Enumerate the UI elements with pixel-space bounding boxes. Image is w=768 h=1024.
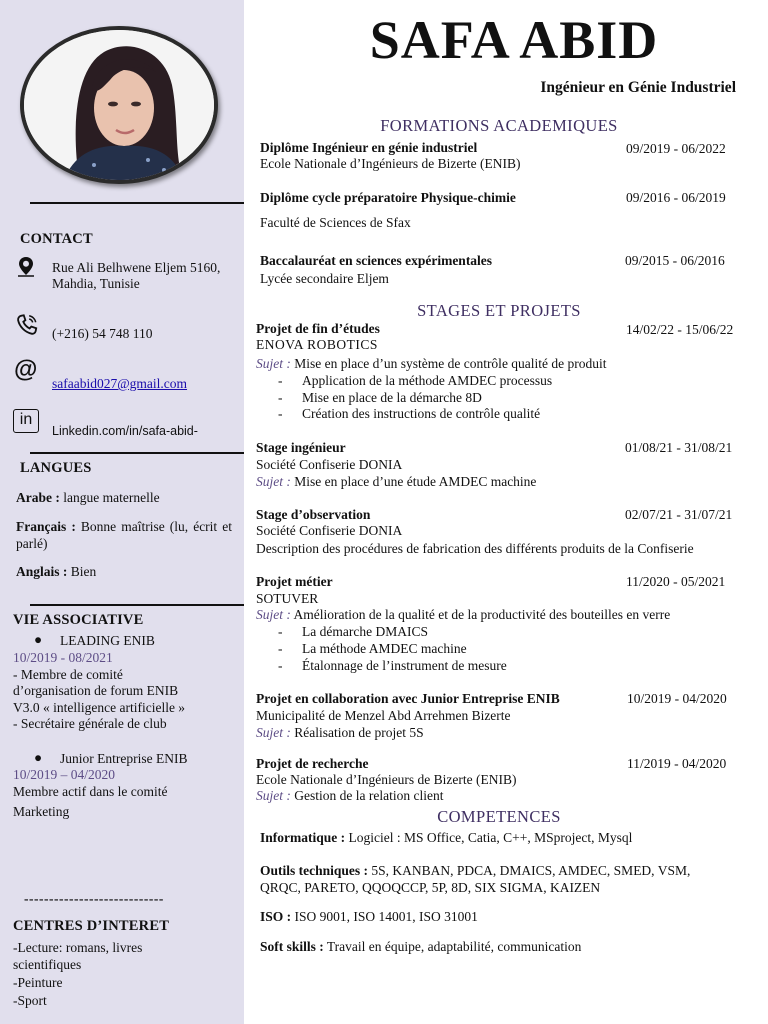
contact-heading: CONTACT (20, 231, 93, 247)
degree-dates: 09/2016 - 06/2019 (626, 190, 726, 205)
project-organization: Ecole Nationale d’Ingénieurs de Bizerte (ENIB) (256, 772, 517, 787)
degree-title: Baccalauréat en sciences expérimentales (260, 253, 493, 268)
skill-informatique: Informatique : Logiciel : MS Office, Catia, C++, MSproject, Mysql (260, 830, 633, 845)
degree-dates: 09/2015 - 06/2016 (625, 253, 725, 268)
address-line-1: Rue Ali Belhwene Eljem 5160, (52, 260, 221, 275)
project-subject: Sujet : Amélioration de la qualité et de la productivité des bouteilles en verre (256, 607, 671, 622)
address-line-2: Mahdia, Tunisie (52, 276, 140, 291)
interest-item: scientifiques (13, 957, 82, 972)
project-dates: 02/07/21 - 31/07/21 (625, 507, 733, 522)
formations-heading: FORMATIONS ACADEMIQUES (380, 116, 618, 135)
project-bullet: La démarche DMAICS (302, 624, 428, 639)
divider (30, 452, 246, 454)
project-subject: Sujet : Gestion de la relation client (256, 788, 444, 803)
language-english: Anglais : Bien (16, 564, 97, 579)
divider (30, 202, 246, 204)
bullet-dot: ● (34, 632, 43, 647)
list-dash: - (278, 390, 283, 405)
skill-iso: ISO : ISO 9001, ISO 14001, ISO 31001 (260, 909, 478, 924)
phone-number: (+216) 54 748 110 (52, 326, 153, 341)
project-organization: Municipalité de Menzel Abd Arrehmen Bizerte (256, 708, 511, 723)
interest-item: -Lecture: romans, livres (13, 940, 143, 955)
project-title: Projet de recherche (256, 756, 369, 771)
main-content (244, 0, 768, 1024)
language-arabic: Arabe : langue maternelle (16, 490, 160, 505)
phone-icon (14, 312, 40, 338)
divider (30, 604, 246, 606)
project-organization: Société Confiserie DONIA (256, 523, 403, 538)
project-title: Projet de fin d’études (256, 321, 380, 336)
project-organization: Société Confiserie DONIA (256, 457, 403, 472)
associative-heading: VIE ASSOCIATIVE (13, 612, 144, 628)
linkedin-url[interactable]: Linkedin.com/in/safa-abid- (52, 424, 198, 438)
project-subject: Sujet : Mise en place d’un système de contrôle qualité de produit (256, 356, 607, 371)
stages-heading: STAGES ET PROJETS (417, 301, 581, 320)
org-dates: 10/2019 - 08/2021 (13, 650, 113, 665)
languages-heading: LANGUES (20, 460, 92, 476)
degree-school: Lycée secondaire Eljem (260, 271, 389, 286)
degree-school: Ecole Nationale d’Ingénieurs de Bizerte (ENIB) (260, 156, 521, 171)
skill-outils: Outils techniques : 5S, KANBAN, PDCA, DMAICS, AMDEC, SMED, VSM, (260, 863, 691, 878)
project-title: Stage ingénieur (256, 440, 346, 455)
org-leading-enib: LEADING ENIB (60, 633, 155, 648)
project-description: Description des procédures de fabrication des différents produits de la Confiserie (256, 541, 694, 556)
competences-heading: COMPETENCES (437, 807, 561, 826)
org-junior-entreprise: Junior Entreprise ENIB (60, 751, 188, 766)
sidebar (0, 0, 244, 1024)
project-bullet: Mise en place de la démarche 8D (302, 390, 482, 405)
org-detail-line: - Membre de comité (13, 667, 123, 682)
job-title: Ingénieur en Génie Industriel (540, 79, 736, 96)
project-bullet: Création des instructions de contrôle qualité (302, 406, 541, 421)
project-bullet: Application de la méthode AMDEC processus (302, 373, 553, 388)
candidate-name: SAFA ABID (369, 10, 659, 70)
list-dash: - (278, 373, 283, 388)
project-organization: SOTUVER (256, 591, 319, 606)
interest-item: -Peinture (13, 975, 63, 990)
project-title: Stage d’observation (256, 507, 371, 522)
org-detail-line: d’organisation de forum ENIB (13, 683, 179, 698)
project-dates: 01/08/21 - 31/08/21 (625, 440, 733, 455)
skill-soft: Soft skills : Travail en équipe, adaptabilité, communication (260, 939, 582, 954)
org-detail-line: V3.0 « intelligence artificielle » (13, 700, 186, 715)
list-dash: - (278, 406, 283, 421)
profile-photo (20, 26, 218, 184)
org-dates: 10/2019 – 04/2020 (13, 767, 116, 782)
project-bullet: La méthode AMDEC machine (302, 641, 467, 656)
project-title: Projet en collaboration avec Junior Entreprise ENIB (256, 691, 560, 706)
project-subject: Sujet : Réalisation de projet 5S (256, 725, 424, 740)
project-title: Projet métier (256, 574, 333, 589)
project-dates: 11/2020 - 05/2021 (626, 574, 726, 589)
location-pin-icon (14, 255, 38, 279)
list-dash: - (278, 658, 283, 673)
list-dash: - (278, 624, 283, 639)
list-dash: - (278, 641, 283, 656)
bullet-dot: ● (34, 750, 43, 765)
dashed-separator: ---------------------------- (24, 891, 164, 906)
project-bullet: Étalonnage de l’instrument de mesure (302, 658, 507, 673)
interest-item: -Sport (13, 993, 47, 1008)
org-detail-line: Marketing (13, 804, 70, 819)
skill-outils-continued: QRQC, PARETO, QQOQCCP, 5P, 8D, SIX SIGMA, KAIZEN (260, 880, 601, 895)
project-dates: 14/02/22 - 15/06/22 (626, 322, 734, 337)
linkedin-icon: in (13, 409, 39, 433)
degree-school: Faculté de Sciences de Sfax (260, 215, 411, 230)
org-detail-line: - Secrétaire générale de club (13, 716, 167, 731)
degree-dates: 09/2019 - 06/2022 (626, 141, 726, 156)
degree-title: Diplôme cycle préparatoire Physique-chimie (260, 190, 516, 205)
interests-heading: CENTRES D’INTERET (13, 918, 170, 934)
degree-title: Diplôme Ingénieur en génie industriel (260, 140, 478, 155)
project-dates: 10/2019 - 04/2020 (627, 691, 727, 706)
project-organization: ENOVA ROBOTICS (256, 337, 378, 352)
email-link[interactable]: safaabid027@gmail.com (52, 376, 188, 391)
project-subject: Sujet : Mise en place d’une étude AMDEC machine (256, 474, 537, 489)
language-french: Français : Bonne maîtrise (lu, écrit et parlé) (16, 519, 232, 551)
org-detail-line: Membre actif dans le comité (13, 784, 168, 799)
project-dates: 11/2019 - 04/2020 (627, 756, 727, 771)
at-sign-icon: @ (14, 356, 38, 383)
